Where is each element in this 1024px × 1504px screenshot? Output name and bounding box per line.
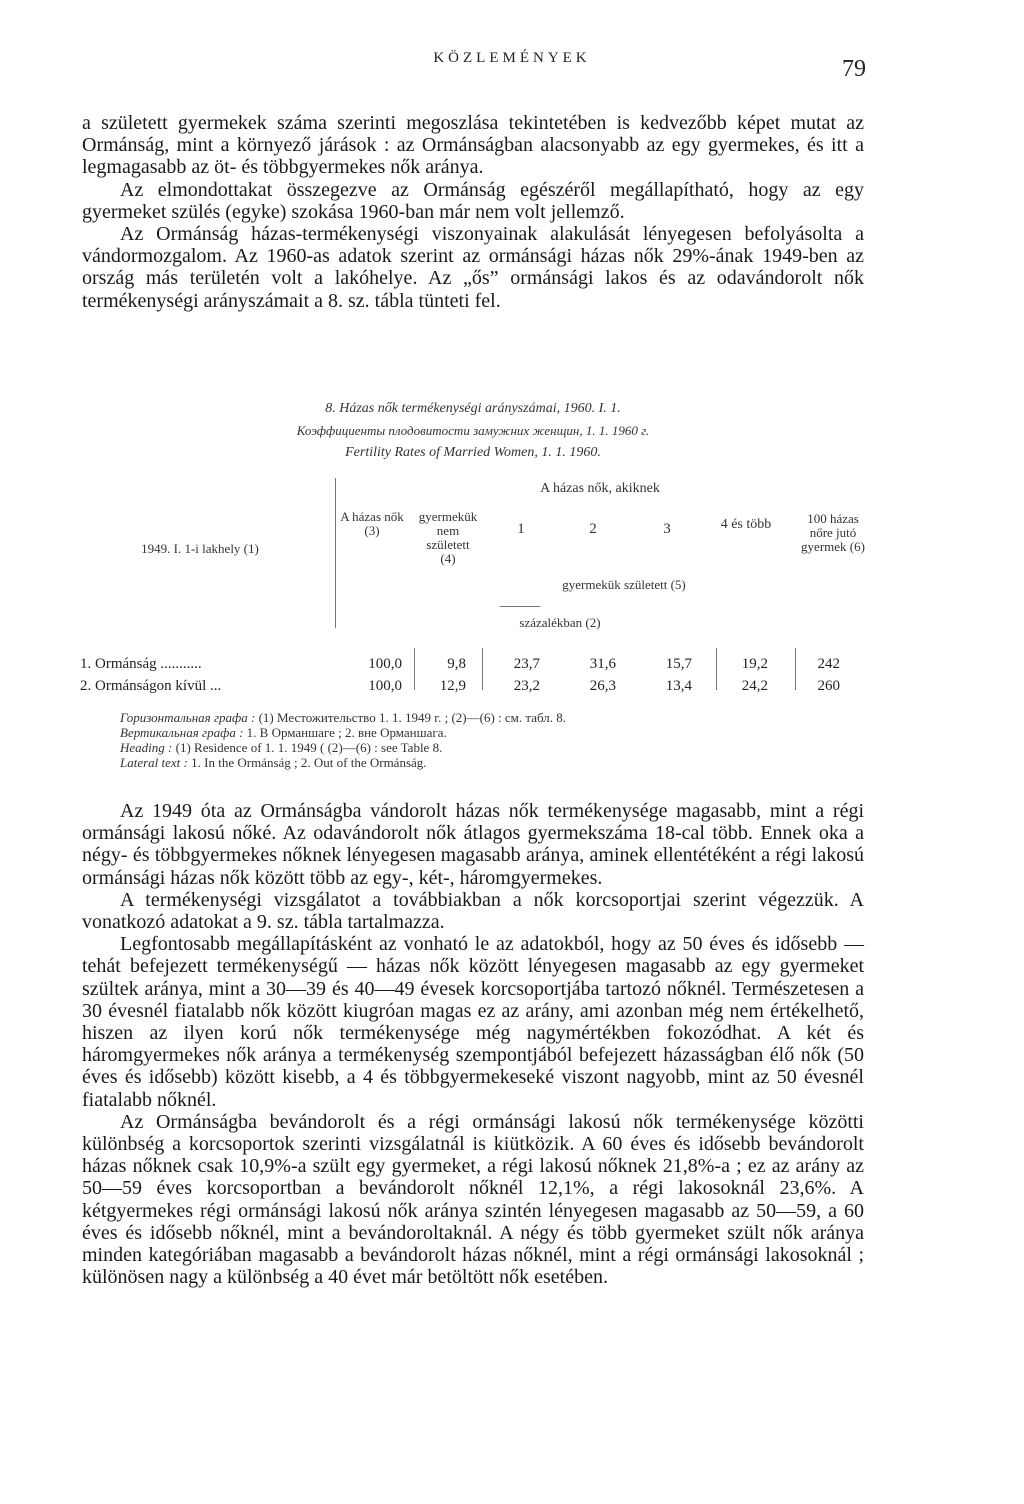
table-caption-russian: Коэффициенты плодовитости замужних женщин, 1. 1. 1960 г. <box>296 423 650 438</box>
cell-3-children: 15,7 <box>665 656 692 672</box>
note-text: (1) Местожительство 1. 1. 1949 г. ; (2)—(6) : см. табл. 8. <box>255 710 567 725</box>
header-children-born: gyermekük született (5) <box>562 577 686 592</box>
header-married-women: A házas nők (3) <box>340 509 404 538</box>
cell-childless: 12,9 <box>439 678 466 694</box>
note-line <box>120 755 840 770</box>
note-key: Вертикальная графа : <box>120 725 244 740</box>
header-per-100-women: 100 házas nőre jutó gyermek (6) <box>801 511 865 554</box>
cell-per-100: 260 <box>817 678 840 694</box>
note-key: Heading : <box>120 740 173 755</box>
note-line <box>120 710 840 725</box>
note-line <box>120 725 840 740</box>
table-notes <box>120 710 840 770</box>
body-text-bottom <box>82 800 864 1288</box>
table-caption-hungarian: 8. Házas nők termékenységi arányszámai, 1960. I. 1. <box>325 401 621 416</box>
header-percentage: százalékban (2) <box>519 615 601 630</box>
cell-4-plus-children: 24,2 <box>741 678 768 694</box>
page-number: 79 <box>842 56 866 82</box>
running-head-title: KÖZLEMÉNYEK <box>433 50 591 66</box>
table-rule <box>500 606 540 607</box>
cell-3-children: 13,4 <box>665 678 692 694</box>
table-rule <box>335 478 336 628</box>
note-line <box>120 740 840 755</box>
row-label: 2. Ormánságon kívül ... <box>80 678 222 694</box>
note-key: Горизонтальная графа : <box>120 710 256 725</box>
paragraph: Legfontosabb megállapításként az vonható le az adatokból, hogy az 50 éves és idősebb — tehát befejezett termékenységű — házas nők között lényegesen magasabb az egy gyermeket szültek aránya, mint a 30—39 és 40—49 évesek korcsoportjába tartozó nőknél. Természetesen a 30 évesnél fiatalabb nők között kiugróan magas ez az arány, ami azonban még nem értékelhető, hiszen az ilyen korú nők termékenysége még nagymértékben fokozódhat. A két és háromgyermekes nők aránya a termékenység szempontjából befejezett házasságban élő nők (50 éves és idősebb) között kisebb, a 4 és többgyermekeseké viszont nagyobb, mint az 50 évesnél fiatalabb nőknél. <box>82 933 864 1111</box>
fertility-table <box>80 470 870 710</box>
paragraph: A termékenységi vizsgálatot a továbbiakban a nők korcsoportjai szerint végezzük. A vonatkozó adatokat a 9. sz. tábla tartalmazza. <box>82 888 864 934</box>
note-text: 1. In the Ormánság ; 2. Out of the Ormánság. <box>187 755 427 770</box>
header-2-children: 2 <box>589 521 597 537</box>
paragraph: Az elmondottakat összegezve az Ormánság egészéről megállapítható, hogy az egy gyermeket szülés (egyke) szokása 1960-ban már nem volt jellemző. <box>82 178 864 223</box>
paragraph: a született gyermekek száma szerinti megoszlása tekintetében is kedvezőbb képet mutat az Ormánság, mint a környező járások : az Ormánságban alacsonyabb az egy gyermekes, és itt a legmagasabb az öt- és többgyermekes nők aránya. <box>82 112 864 179</box>
cell-per-100: 242 <box>817 656 840 672</box>
paragraph: Az 1949 óta az Ormánságba vándorolt házas nők termékenysége magasabb, mint a régi ormánsági lakosú nőké. Az odavándorolt nők átlagos gyermekszáma 18-cal több. Ennek oka a négy- és többgyermekes nőknek lényegesen magasabb aránya, aminek ellentétéként a régi lakosú ormánsági házas nők között több az egy-, két-, háromgyermekes. <box>82 800 864 889</box>
row-label: 1. Ormánság ........... <box>80 656 202 672</box>
cell-childless: 9,8 <box>447 656 466 672</box>
cell-married: 100,0 <box>368 656 402 672</box>
header-4-plus-children: 4 és több <box>720 517 772 532</box>
paragraph: Az Ormánságba bevándorolt és a régi ormánsági lakosú nők termékenysége közötti különbség a korcsoportok szerinti vizsgálatnál is kiütközik. A 60 éves és idősebb bevándorolt házas nőknek csak 10,9%-a szült egy gyermeket, a régi lakosú nőknek 21,8%-a ; ez az arány az 50—59 éves korcsoportban a bevándorolt nőknél 12,1%, a régi lakosoknál 23,6%. A kétgyermekes régi ormánsági lakosú nők aránya szintén lényegesen magasabb az 50—59, a 60 éves és idősebb nőknél, mint a bevándoroltaknál. A négy és több gyermeket szült nők aránya minden kategóriában magasabb a bevándorolt házas nőknél, mint a régi ormánsági lakosoknál ; különösen nagy a különbség a 40 évet már betöltött nők esetében. <box>82 1110 864 1289</box>
paragraph: Az Ormánság házas-termékenységi viszonyainak alakulását lényegesen befolyásolta a vándormozgalom. Az 1960-as adatok szerint az ormánsági házas nők 29%-ának 1949-ben az ország más területén volt a lakóhelye. Az „ős” ormánsági lakos és az odavándorolt nők termékenységi arányszámait a 8. sz. tábla tünteti fel. <box>82 223 864 312</box>
cell-2-children: 26,3 <box>589 678 616 694</box>
header-group-married-women: A házas nők, akiknek <box>540 481 660 496</box>
header-3-children: 3 <box>663 521 671 537</box>
header-residence: 1949. I. 1-i lakhely (1) <box>141 541 259 556</box>
cell-4-plus-children: 19,2 <box>741 656 768 672</box>
cell-2-children: 31,6 <box>589 656 616 672</box>
header-1-child: 1 <box>517 521 525 537</box>
note-key: Lateral text : <box>120 755 188 770</box>
cell-1-child: 23,2 <box>513 678 540 694</box>
note-text: 1. В Орманшаге ; 2. вне Орманшага. <box>243 725 447 740</box>
cell-1-child: 23,7 <box>513 656 540 672</box>
header-childless: gyermekük nem született (4) <box>418 509 478 566</box>
body-text-top <box>82 112 864 312</box>
cell-married: 100,0 <box>368 678 402 694</box>
table-caption-english: Fertility Rates of Married Women, 1. 1. 1960. <box>345 445 601 460</box>
note-text: (1) Residence of 1. 1. 1949 ( (2)—(6) : see Table 8. <box>172 740 443 755</box>
